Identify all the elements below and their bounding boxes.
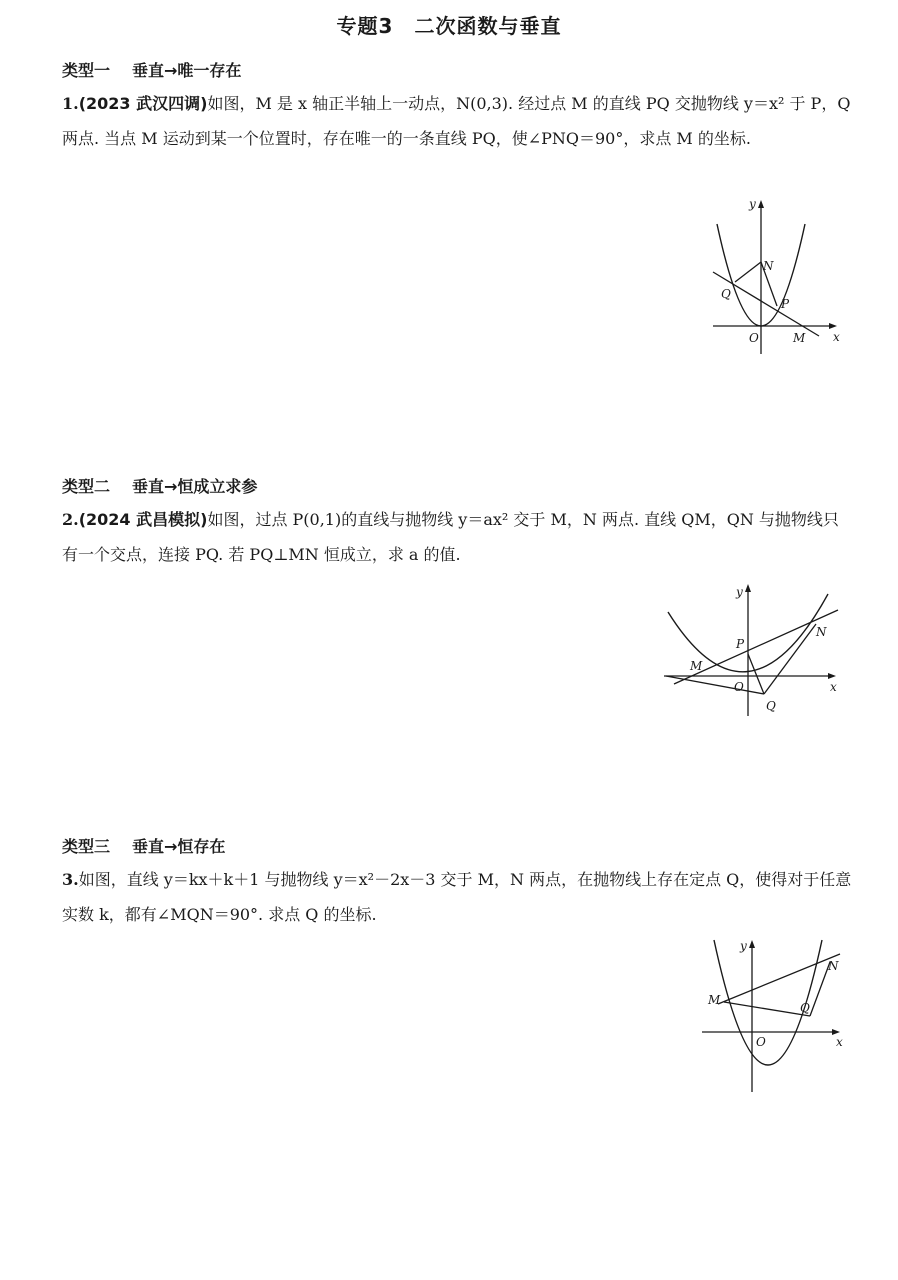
fig2-label-m: M xyxy=(690,659,703,673)
problem-3 xyxy=(62,862,852,932)
fig3-label-y: y xyxy=(740,939,747,953)
section-heading-2 xyxy=(62,474,257,497)
figure-1 xyxy=(705,196,845,356)
problem-source: (2023 武汉四调) xyxy=(78,94,208,113)
section-heading-3 xyxy=(62,834,225,857)
fig1-label-q: Q xyxy=(721,287,731,301)
fig1-label-p: P xyxy=(781,297,790,311)
problem-text: 如图，过点 P(0,1)的直线与抛物线 y＝ax² 交于 M，N 两点. 直线 QM，QN 与抛物线只有一个交点，连接 PQ. 若 PQ⊥MN 恒成立，求 a 的值. xyxy=(62,510,839,564)
fig3-label-n: N xyxy=(828,959,839,973)
fig1-label-x: x xyxy=(833,330,840,344)
problem-text: 如图，直线 y＝kx＋k＋1 与抛物线 y＝x²－2x－3 交于 M，N 两点，在抛物线上存在定点 Q，使得对于任意实数 k，都有∠MQN＝90°. 求点 Q 的坐标. xyxy=(62,870,852,924)
section-title: 垂直→恒成立求参 xyxy=(132,477,258,496)
problem-1 xyxy=(62,86,852,156)
type-label: 类型一 xyxy=(62,61,111,80)
type-label: 类型三 xyxy=(62,837,111,856)
page-title: 专题3 二次函数与垂直 xyxy=(336,14,562,38)
problem-number: 3. xyxy=(62,870,79,889)
fig2-label-n: N xyxy=(816,625,827,639)
problem-2 xyxy=(62,502,852,572)
type-label: 类型二 xyxy=(62,477,111,496)
section-title: 垂直→唯一存在 xyxy=(132,61,242,80)
section-title: 垂直→恒存在 xyxy=(132,837,226,856)
fig1-label-m: M xyxy=(793,331,806,345)
fig2-label-q: Q xyxy=(766,699,776,713)
fig2-label-p: P xyxy=(736,637,745,651)
fig1-label-o: O xyxy=(749,331,759,345)
fig2-label-o: O xyxy=(734,680,744,694)
fig3-label-x: x xyxy=(836,1035,843,1049)
problem-source: (2024 武昌模拟) xyxy=(78,510,208,529)
section-heading-1 xyxy=(62,58,241,81)
figure-3 xyxy=(700,934,850,1094)
fig1-label-n: N xyxy=(763,259,774,273)
fig3-label-m: M xyxy=(708,993,721,1007)
problem-number: 1. xyxy=(62,94,79,113)
fig3-label-q: Q xyxy=(800,1001,810,1015)
fig2-label-x: x xyxy=(830,680,837,694)
problem-number: 2. xyxy=(62,510,79,529)
fig1-label-y: y xyxy=(749,197,756,211)
fig3-label-o: O xyxy=(756,1035,766,1049)
problem-text: 如图，M 是 x 轴正半轴上一动点，N(0,3). 经过点 M 的直线 PQ 交抛物线 y＝x² 于 P，Q 两点. 当点 M 运动到某一个位置时，存在唯一的一条直线 PQ，使∠PNQ＝90°，求点 M 的坐标. xyxy=(62,94,851,148)
fig2-label-y: y xyxy=(736,585,743,599)
figure-2 xyxy=(660,580,845,720)
